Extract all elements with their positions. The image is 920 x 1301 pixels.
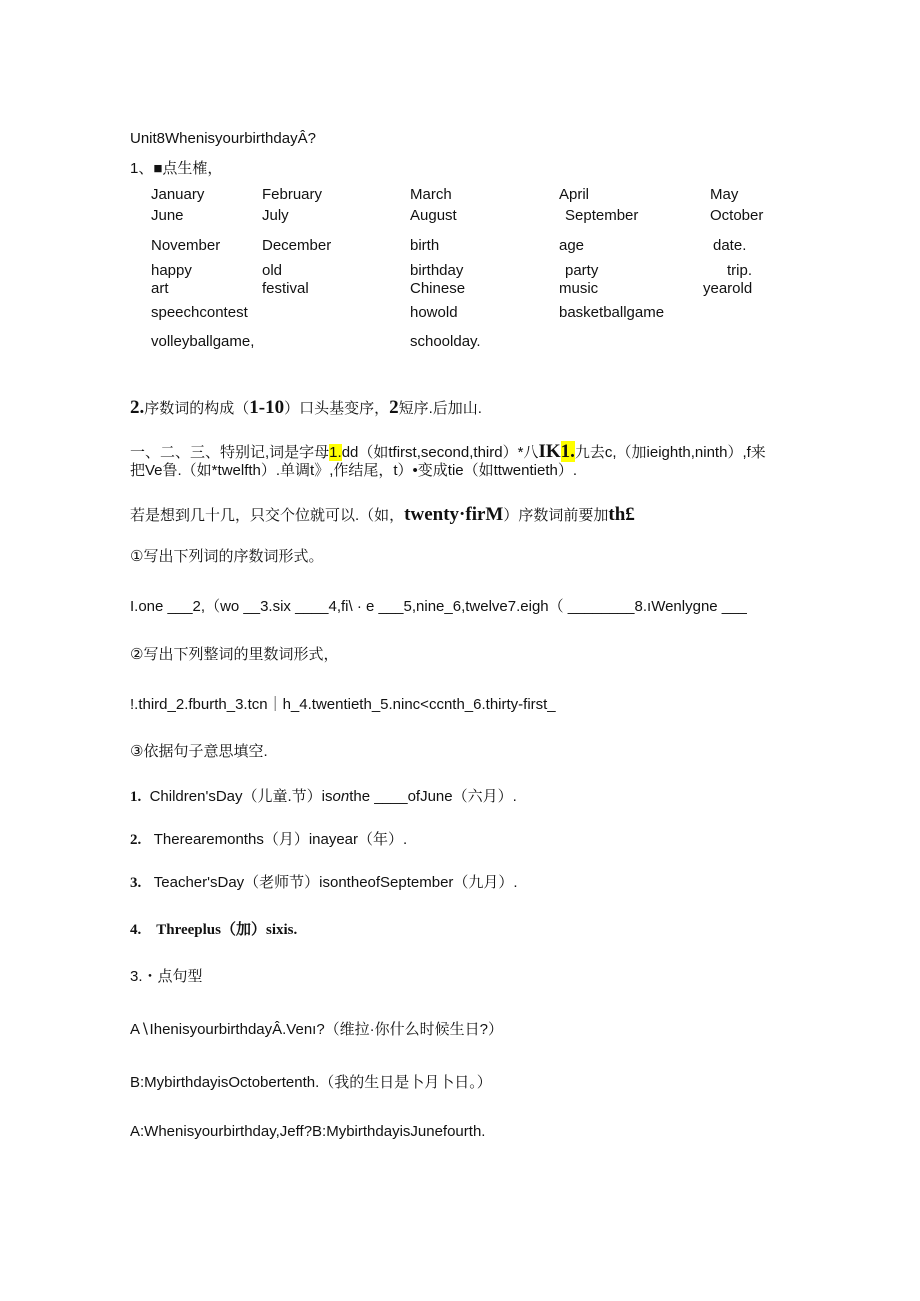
item-text: Threeplus（加）sixis. (156, 922, 298, 938)
word: October (710, 207, 764, 224)
word: age (559, 237, 585, 254)
word: Chinese (410, 280, 466, 297)
exercise2-heading: ②写出下列整词的里数词形式， (130, 646, 339, 663)
exercise1-line: I.one ___2,（wo __3.six ____4,fi\ · e ___5,nine_6,twelve7.eigh（ ________8.ıWenlygne ___ (130, 598, 747, 615)
highlight: 1. (560, 441, 575, 462)
word: birth (410, 237, 440, 254)
rule-text: 一、二、三、特别记,词是字母 (130, 444, 330, 461)
word: basketballgame (559, 304, 665, 321)
word: February (262, 186, 323, 203)
word: December (262, 237, 332, 254)
dialog-line: B:MybirthdayisOctobertenth.（我的生日是卜月卜日。） (130, 1074, 492, 1091)
rule-text: 九去c,（加ieighth,ninth）,f来 (574, 444, 766, 461)
word: art (151, 280, 169, 297)
item-text: Teacher'sDay（老师节）isontheofSeptember（九月）. (153, 874, 518, 891)
word: July (262, 207, 289, 224)
highlight: 1. (329, 444, 342, 461)
rule-line-2: 把Ve鲁.（如*twelfth）.单调t》,作结尾，t）•变成tie（如ttwentieth）. (130, 462, 578, 479)
heading-text: 短序.后加山. (398, 400, 482, 417)
heading-text: ）口头基变序， (284, 400, 390, 417)
word: happy (151, 262, 192, 279)
rule-line-3 (130, 504, 635, 527)
rule-ending: th£ (608, 504, 635, 525)
item-number: 4. (130, 922, 142, 938)
word: music (559, 280, 599, 297)
word: old (262, 262, 283, 279)
exercise3-item (130, 874, 518, 892)
word: date. (713, 237, 747, 254)
rule-text: 若是想到几十几，只交个位就可以.（如， (130, 507, 405, 524)
word: November (151, 237, 221, 254)
word: trip. (727, 262, 753, 279)
rule-text: ）序数词前要加 (503, 507, 609, 524)
rule-line-1 (130, 441, 766, 464)
word: volleyballgame, (151, 333, 255, 350)
item-text: Therearemonths（月）inayear（年）. (153, 831, 408, 848)
item-number: 1. (130, 789, 142, 805)
word: party (565, 262, 599, 279)
heading-number: 2 (389, 397, 399, 418)
word: March (410, 186, 452, 203)
word: birthday (410, 262, 464, 279)
item-number: 3. (130, 875, 142, 891)
item-number: 2. (130, 832, 142, 848)
section3-heading: 3.・点句型 (130, 968, 203, 985)
word: festival (262, 280, 309, 297)
rule-text: IK (538, 441, 561, 462)
rule-example: twenty·firM (404, 504, 504, 525)
exercise2-line: !.third_2.fburth_3.tcn｜h_4.twentieth_5.ninc<ccnth_6.thirty-first_ (130, 696, 556, 713)
word: September (565, 207, 639, 224)
word: yearold (703, 280, 753, 297)
heading-text: 序数词的构成（ (144, 400, 250, 417)
section1-heading: 1、■点生榷， (130, 160, 223, 177)
item-text: Children'sDay（儿童.节）is (149, 788, 333, 805)
item-text: on (332, 788, 350, 805)
item-text: the ____ofJune（六月）. (349, 788, 517, 805)
rule-text: dd（如tfirst,second,third）*八 (341, 444, 539, 461)
word: June (151, 207, 184, 224)
word: January (151, 186, 205, 203)
exercise3-item (130, 921, 297, 939)
exercise1-heading: ①写出下列词的序数词形式。 (130, 548, 324, 565)
exercise3-item (130, 788, 517, 806)
section2-heading (130, 397, 482, 420)
word: schoolday. (410, 333, 481, 350)
word: April (559, 186, 590, 203)
heading-number: 2. (130, 397, 145, 418)
dialog-line: A:Whenisyourbirthday,Jeff?B:MybirthdayisJunefourth. (130, 1123, 486, 1140)
word: speechcontest (151, 304, 248, 321)
heading-range: 1-10 (249, 397, 285, 418)
dialog-line: A∖IhenisyourbirthdayÂ.Venı?（维拉·你什么时候生日?） (130, 1021, 504, 1038)
exercise3-heading: ③依据句子意思填空. (130, 743, 268, 760)
word: August (410, 207, 457, 224)
exercise3-item (130, 831, 407, 849)
word: howold (410, 304, 458, 321)
word: May (710, 186, 739, 203)
page-title: Unit8WhenisyourbirthdayÂ? (130, 130, 316, 147)
